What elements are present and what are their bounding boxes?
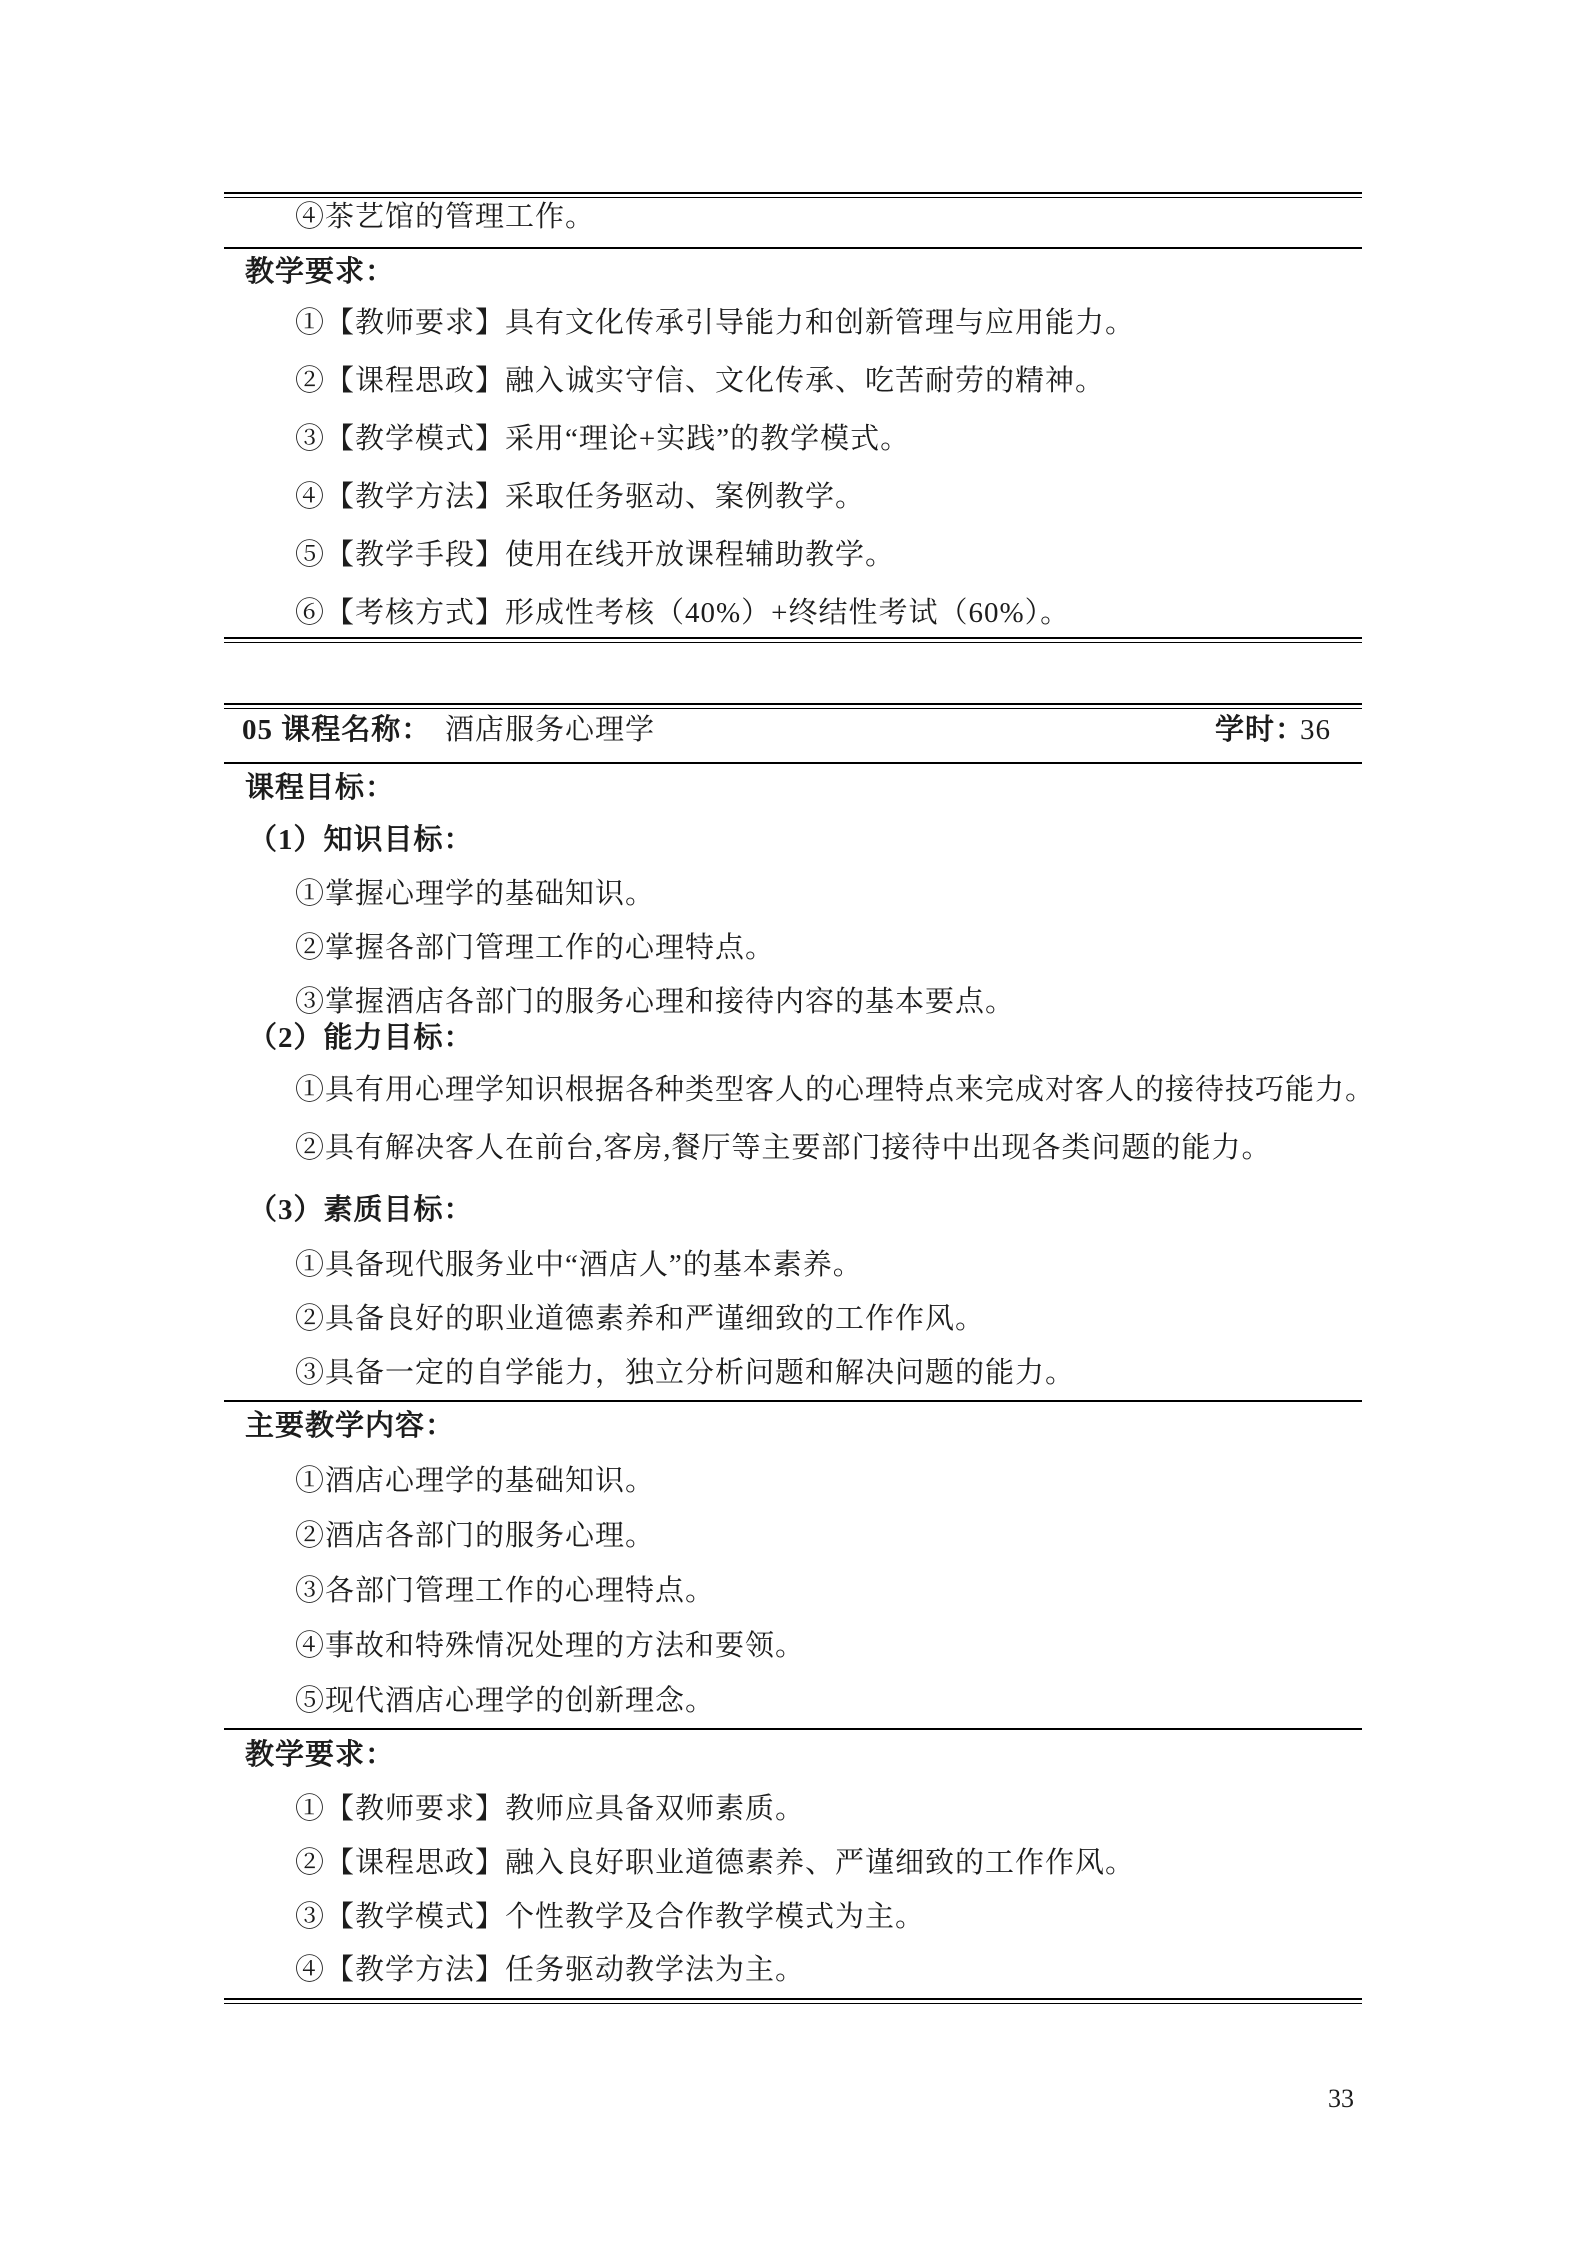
quality-goal-item: ③具备一定的自学能力，独立分析问题和解决问题的能力。 <box>295 1357 1076 1389</box>
knowledge-goal-item: ①掌握心理学的基础知识。 <box>295 878 656 910</box>
ability-goal-item: ①具有用心理学知识根据各种类型客人的心理特点来完成对客人的接待技巧能力。 <box>295 1074 1376 1106</box>
prev-course-req-item: ③【教学模式】采用“理论+实践”的教学模式。 <box>295 423 911 455</box>
course05-quality-goals-heading: （3）素质目标： <box>248 1194 474 1226</box>
course05-teaching-requirements-heading: 教学要求： <box>245 1739 396 1771</box>
course05-table-top-double-rule <box>224 703 1362 709</box>
prev-course-req-item: ①【教师要求】具有文化传承引导能力和创新管理与应用能力。 <box>295 307 1136 339</box>
page-number: 33 <box>1328 2084 1354 2113</box>
quality-goal-item: ①具备现代服务业中“酒店人”的基本素养。 <box>295 1249 863 1281</box>
knowledge-goal-item: ③掌握酒店各部门的服务心理和接待内容的基本要点。 <box>295 986 1016 1018</box>
row-divider-rule <box>224 1728 1362 1730</box>
prev-course-req-item: ④【教学方法】采取任务驱动、案例教学。 <box>295 481 866 513</box>
course05-req-item: ④【教学方法】任务驱动教学法为主。 <box>295 1954 806 1986</box>
course05-hours-label: 学时： <box>1215 714 1306 746</box>
main-content-item: ①酒店心理学的基础知识。 <box>295 1465 656 1497</box>
row-divider-rule <box>224 1400 1362 1402</box>
main-content-item: ③各部门管理工作的心理特点。 <box>295 1575 716 1607</box>
quality-goal-item: ②具备良好的职业道德素养和严谨细致的工作作风。 <box>295 1303 986 1335</box>
knowledge-goal-item: ②掌握各部门管理工作的心理特点。 <box>295 932 776 964</box>
course05-req-item: ③【教学模式】个性教学及合作教学模式为主。 <box>295 1901 926 1933</box>
course05-req-item: ②【课程思政】融入良好职业道德素养、严谨细致的工作作风。 <box>295 1847 1136 1879</box>
row-divider-rule <box>224 762 1362 764</box>
prev-course-req-item: ⑤【教学手段】使用在线开放课程辅助教学。 <box>295 539 896 571</box>
prev-course-req-item: ⑥【考核方式】形成性考核（40%）+终结性考试（60%）。 <box>295 597 1071 629</box>
course05-ability-goals-heading: （2）能力目标： <box>248 1022 474 1054</box>
table-bottom-double-rule <box>224 637 1362 643</box>
main-content-item: ⑤现代酒店心理学的创新理念。 <box>295 1685 716 1717</box>
row-divider-rule <box>224 247 1362 249</box>
main-content-item: ②酒店各部门的服务心理。 <box>295 1520 656 1552</box>
table-top-double-rule <box>224 192 1362 198</box>
main-content-item: ④事故和特殊情况处理的方法和要领。 <box>295 1630 806 1662</box>
ability-goal-item: ②具有解决客人在前台,客房,餐厅等主要部门接待中出现各类问题的能力。 <box>295 1132 1272 1164</box>
course05-objectives-heading: 课程目标： <box>245 772 396 804</box>
prev-course-req-item: ②【课程思政】融入诚实守信、文化传承、吃苦耐劳的精神。 <box>295 365 1106 397</box>
course05-main-content-heading: 主要教学内容： <box>245 1410 456 1442</box>
course05-req-item: ①【教师要求】教师应具备双师素质。 <box>295 1793 806 1825</box>
course05-number-and-name-label: 05 课程名称： <box>242 714 432 746</box>
prev-course-last-content-item: ④茶艺馆的管理工作。 <box>295 201 596 233</box>
course05-name: 酒店服务心理学 <box>445 714 656 746</box>
prev-course-teaching-requirements-heading: 教学要求： <box>245 256 396 288</box>
course05-hours-value: 36 <box>1300 714 1331 746</box>
course05-knowledge-goals-heading: （1）知识目标： <box>248 824 474 856</box>
course05-table-bottom-double-rule <box>224 1998 1362 2004</box>
